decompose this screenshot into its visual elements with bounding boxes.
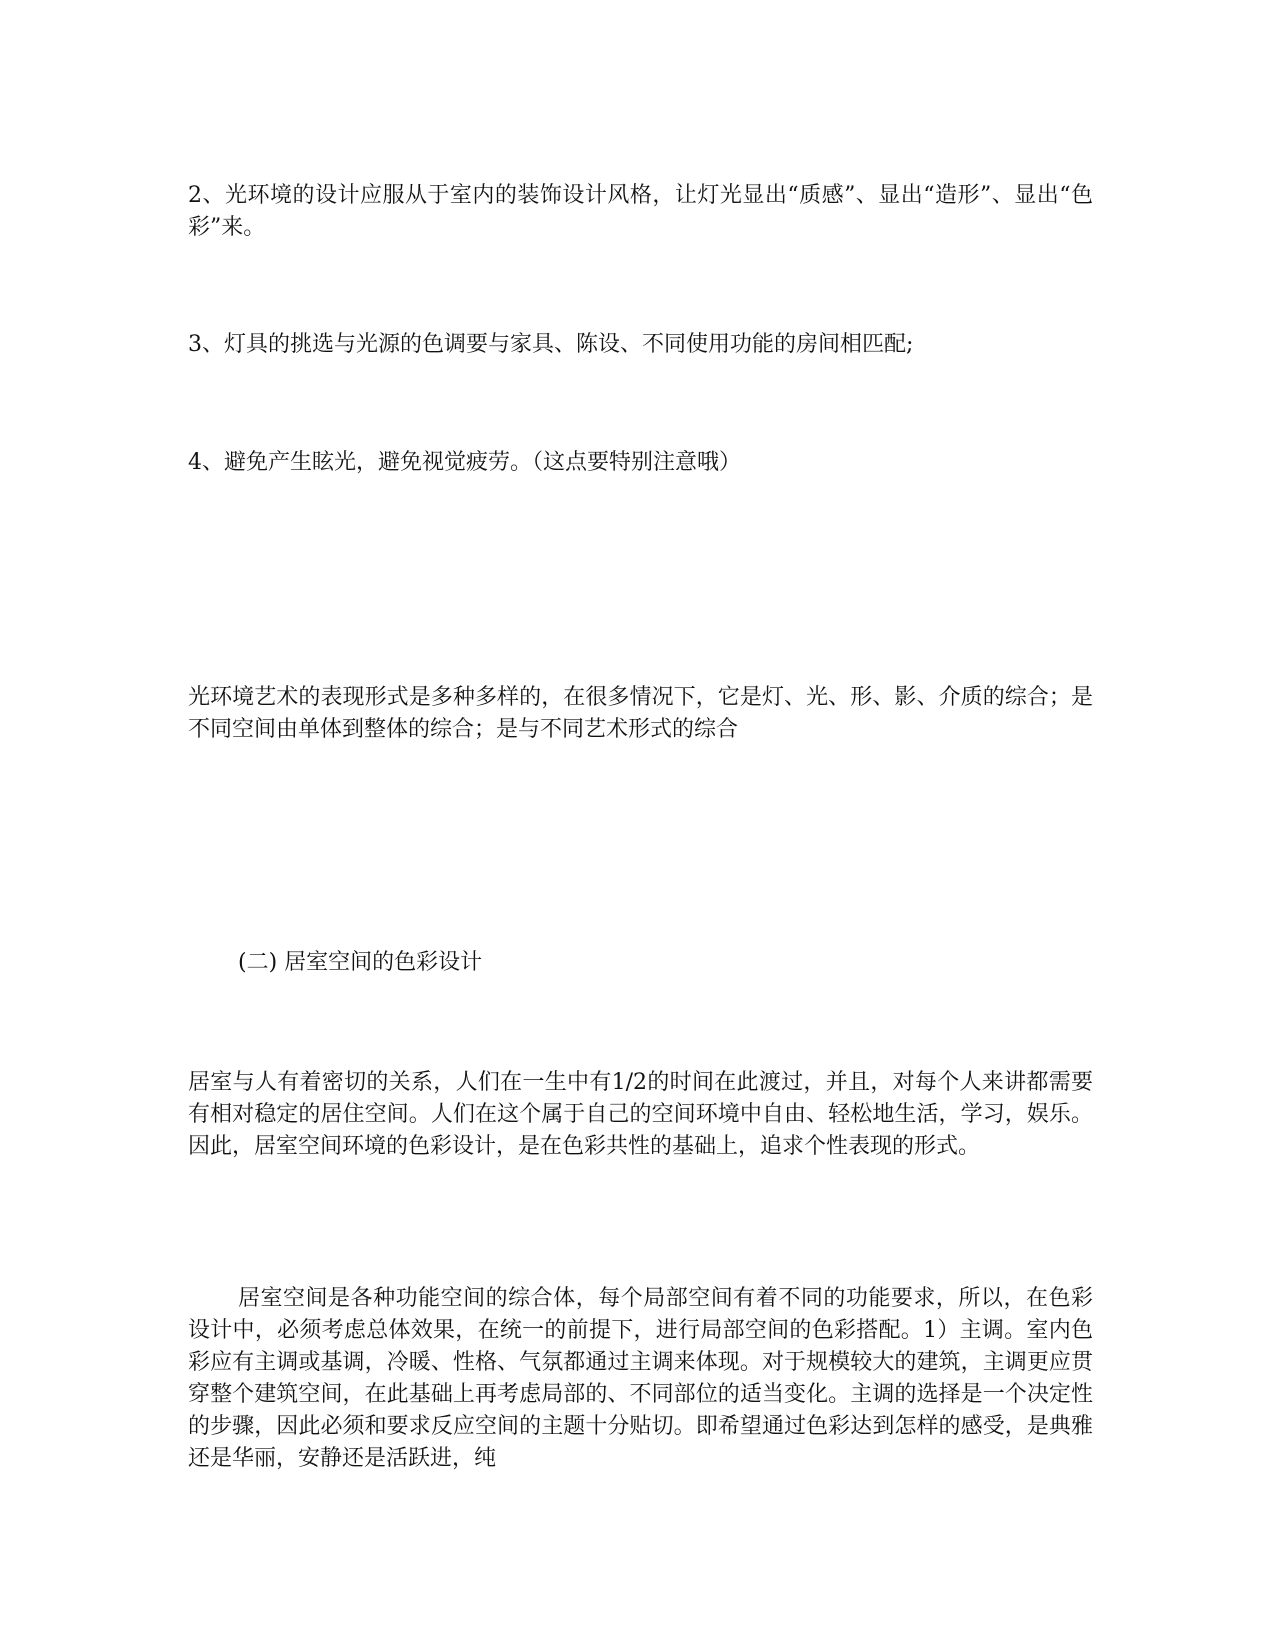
paragraph-light-art-forms: 光环境艺术的表现形式是多种多样的，在很多情况下，它是灯、光、形、影、介质的综合；是不同空间由单体到整体的综合；是与不同艺术形式的综合 xyxy=(188,685,1093,742)
paragraph-fixture-selection: 3、灯具的挑选与光源的色调要与家具、陈设、不同使用功能的房间相匹配; xyxy=(188,332,914,357)
section-heading: (二) 居室空间的色彩设计 xyxy=(238,950,483,975)
paragraph-living-space: 居室与人有着密切的关系，人们在一生中有1/2的时间在此渡过，并且，对每个人来讲都需要有相对稳定的居住空间。人们在这个属于自己的空间环境中自由、轻松地生活，学习，娱乐。因此，居室空间环境的色彩设计，是在色彩共性的基础上，追求个性表现的形式。 xyxy=(188,1070,1093,1159)
paragraph-light-style: 2、光环境的设计应服从于室内的装饰设计风格，让灯光显出“质感”、显出“造形”、显出“色彩”来。 xyxy=(188,183,1093,240)
paragraph-avoid-glare: 4、避免产生眩光，避免视觉疲劳。（这点要特别注意哦） xyxy=(188,450,741,475)
paragraph-main-tone: 居室空间是各种功能空间的综合体，每个局部空间有着不同的功能要求，所以，在色彩设计中，必须考虑总体效果，在统一的前提下，进行局部空间的色彩搭配。1）主调。室内色彩应有主调或基调，冷暖、性格、气氛都通过主调来体现。对于规模较大的建筑，主调更应贯穿整个建筑空间，在此基础上再考虑局部的、不同部位的适当变化。主调的选择是一个决定性的步骤，因此必须和要求反应空间的主题十分贴切。即希望通过色彩达到怎样的感受，是典雅还是华丽，安静还是活跃进，纯 xyxy=(188,1286,1093,1471)
